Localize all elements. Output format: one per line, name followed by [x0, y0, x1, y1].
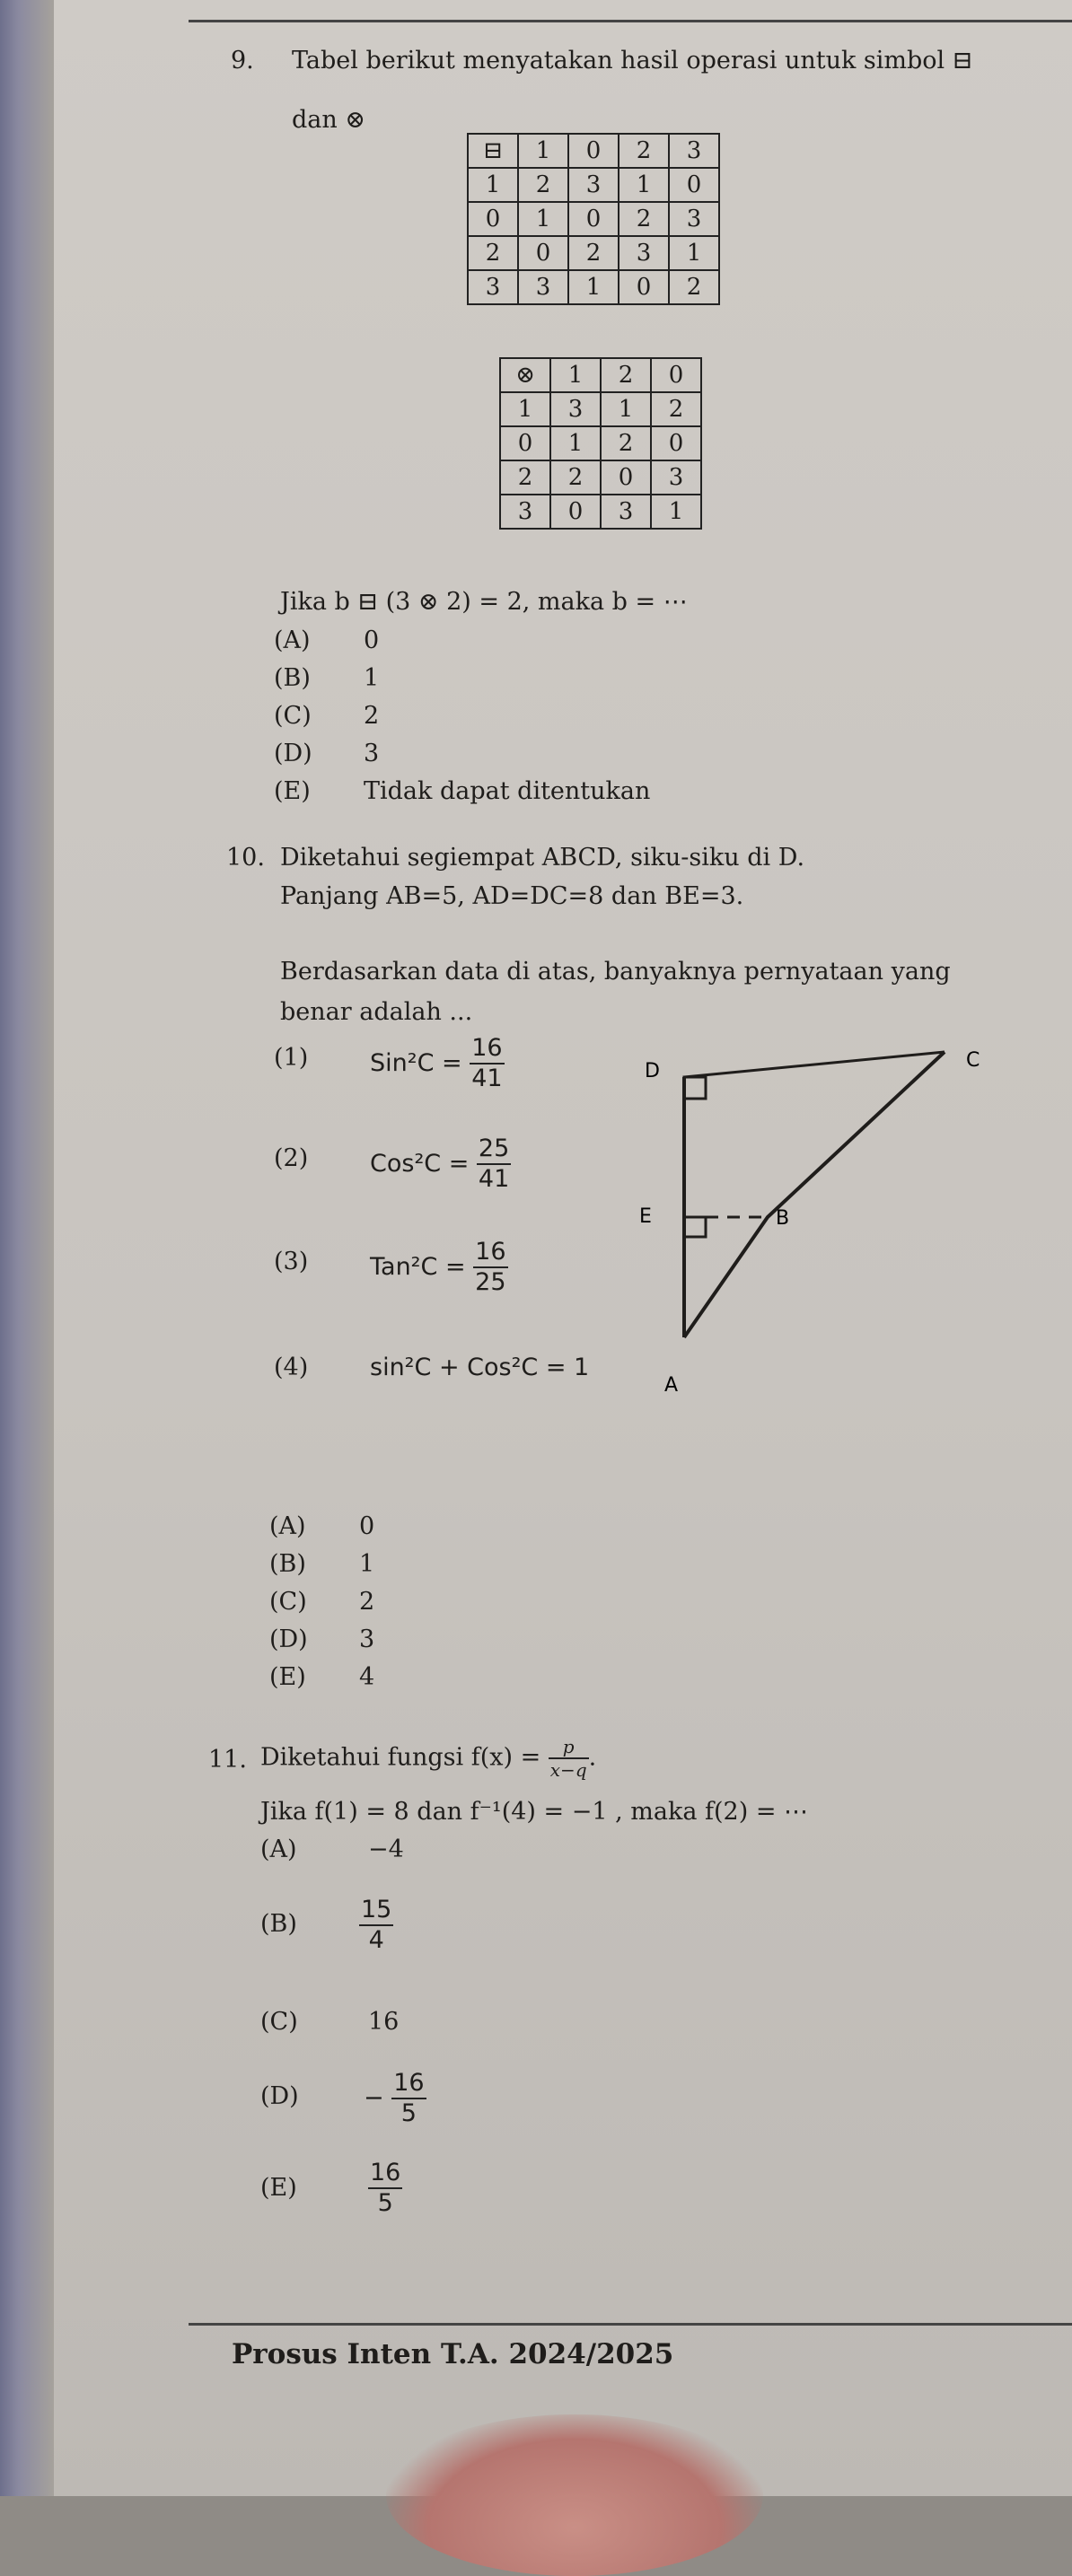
table1-cell: 3 [568, 168, 619, 202]
q11-option-c-value: 16 [368, 2008, 400, 2036]
q11-line2: Jika f(1) = 8 dan f⁻¹(4) = −1 , maka f(2) = ⋯ [260, 1798, 809, 1826]
q11-option-d-label: (D) [260, 2082, 299, 2110]
q11-option-c-label: (C) [260, 2008, 298, 2036]
q10opts-value: 1 [359, 1550, 375, 1578]
q10opts-label: (B) [269, 1550, 306, 1578]
q9opts-value: 3 [364, 740, 380, 767]
top-rule [189, 20, 1072, 22]
q9-intro2: dan ⊗ [292, 106, 365, 134]
table2-cell: 0 [651, 358, 701, 392]
q9opts-label: (C) [274, 702, 312, 730]
table1-cell: 2 [468, 236, 518, 270]
table1-cell: 0 [669, 168, 719, 202]
q9opts-label: (E) [274, 777, 311, 805]
q10-figure [628, 1032, 1024, 1409]
table1-cell: 1 [669, 236, 719, 270]
table1-cell: 3 [518, 270, 568, 304]
q10-statement-2-label: (2) [274, 1144, 309, 1172]
q9-table-otimes [499, 357, 702, 530]
q9-number: 9. [231, 47, 254, 74]
table2-cell: 1 [550, 358, 601, 392]
q9opts-label: (A) [274, 626, 311, 654]
q9-intro: Tabel berikut menyatakan hasil operasi untuk simbol ⊟ [292, 47, 973, 74]
table1-cell: ⊟ [468, 134, 518, 168]
table2-row [500, 358, 701, 392]
q10opts-label: (A) [269, 1512, 306, 1540]
q9opts-value: 2 [364, 702, 380, 730]
q10-statement-1: Sin²C = $\frac{16}{41}$ [370, 1034, 503, 1093]
q10-line2: Panjang AB=5, AD=DC=8 dan BE=3. [280, 882, 744, 910]
table2-cell: ⊗ [500, 358, 550, 392]
q10-line3: Berdasarkan data di atas, banyaknya pernyataan yang [280, 958, 951, 986]
table2-row [500, 392, 701, 426]
table2-row [500, 495, 701, 529]
table1-cell: 0 [568, 134, 619, 168]
q10opts-value: 2 [359, 1588, 375, 1616]
q11-number: 11. [208, 1746, 247, 1774]
q11-option-a-value: −4 [368, 1836, 404, 1863]
table2-cell: 1 [500, 392, 550, 426]
q10-line1: Diketahui segiempat ABCD, siku-siku di D. [280, 844, 805, 872]
table1-cell: 0 [619, 270, 669, 304]
table2-cell: 0 [500, 426, 550, 460]
background-fabric [0, 0, 54, 2496]
thumb-photo [386, 2414, 763, 2576]
q9opts-value: 0 [364, 626, 380, 654]
q10opts-value: 0 [359, 1512, 375, 1540]
q9opts-value: Tidak dapat ditentukan [364, 777, 651, 805]
q10opts-value: 3 [359, 1625, 375, 1653]
label-D: D [645, 1060, 660, 1082]
table1-cell: 1 [619, 168, 669, 202]
q11-option-e-value: $\frac{16}{5}$ [370, 2159, 401, 2218]
table2-cell: 2 [651, 392, 701, 426]
table1-cell: 1 [468, 168, 518, 202]
q10-statement-2: Cos²C = $\frac{25}{41}$ [370, 1135, 510, 1194]
q9opts-label: (D) [274, 740, 312, 767]
bottom-rule [189, 2323, 1072, 2326]
page-footer: Prosus Inten T.A. 2024/2025 [232, 2338, 674, 2370]
table2-cell: 1 [550, 426, 601, 460]
table1-cell: 2 [669, 270, 719, 304]
label-E: E [639, 1205, 652, 1228]
q10opts-label: (C) [269, 1588, 307, 1616]
q10-line4: benar adalah ... [280, 998, 473, 1026]
q10-statement-1-label: (1) [274, 1044, 309, 1072]
table2-cell: 3 [550, 392, 601, 426]
table2-cell: 2 [500, 460, 550, 495]
q9opts-value: 1 [364, 664, 380, 692]
q11-option-d-value: − $\frac{16}{5}$ [364, 2069, 425, 2128]
table2-cell: 0 [601, 460, 651, 495]
label-C: C [966, 1049, 980, 1072]
table1-cell: 3 [669, 202, 719, 236]
table1-row [468, 202, 719, 236]
q11-option-b-label: (B) [260, 1910, 297, 1938]
table2-row [500, 460, 701, 495]
table1-cell: 1 [518, 134, 568, 168]
table2-cell: 0 [550, 495, 601, 529]
q10-statement-3: Tan²C = $\frac{16}{25}$ [370, 1238, 506, 1297]
table1-row [468, 236, 719, 270]
table2-cell: 3 [651, 460, 701, 495]
table2-cell: 1 [651, 495, 701, 529]
q9-question: Jika b ⊟ (3 ⊗ 2) = 2, maka b = ⋯ [280, 588, 688, 616]
table1-cell: 0 [468, 202, 518, 236]
table2-cell: 3 [601, 495, 651, 529]
q10-statement-4-label: (4) [274, 1354, 309, 1381]
table2-cell: 1 [601, 392, 651, 426]
q9opts-label: (B) [274, 664, 311, 692]
table2-cell: 3 [500, 495, 550, 529]
q10-statement-4: sin²C + Cos²C = 1 [370, 1354, 590, 1381]
q10-number: 10. [226, 844, 265, 872]
table1-cell: 2 [518, 168, 568, 202]
table1-cell: 1 [568, 270, 619, 304]
q10opts-label: (E) [269, 1663, 306, 1691]
label-B: B [776, 1207, 790, 1230]
table1-cell: 0 [568, 202, 619, 236]
q10opts-label: (D) [269, 1625, 308, 1653]
label-A: A [664, 1374, 679, 1397]
table2-cell: 0 [651, 426, 701, 460]
q10opts-value: 4 [359, 1663, 375, 1691]
table1-cell: 1 [518, 202, 568, 236]
table1-cell: 3 [669, 134, 719, 168]
table2-row [500, 426, 701, 460]
table1-cell: 3 [468, 270, 518, 304]
table1-cell: 2 [568, 236, 619, 270]
q11-option-b-value: $\frac{15}{4}$ [361, 1896, 392, 1955]
table1-cell: 0 [518, 236, 568, 270]
table1-row [468, 168, 719, 202]
q11-option-e-label: (E) [260, 2174, 297, 2202]
q11-line1: Diketahui fungsi f(x) = $\frac{p}{x-q}$ . [260, 1736, 597, 1781]
q9-table-box-minus [467, 133, 720, 305]
table1-cell: 2 [619, 202, 669, 236]
table2-cell: 2 [601, 358, 651, 392]
table2-cell: 2 [550, 460, 601, 495]
table1-row [468, 270, 719, 304]
table1-cell: 3 [619, 236, 669, 270]
table2-cell: 2 [601, 426, 651, 460]
table1-cell: 2 [619, 134, 669, 168]
q10-statement-3-label: (3) [274, 1248, 309, 1275]
q11-option-a-label: (A) [260, 1836, 297, 1863]
table1-row [468, 134, 719, 168]
